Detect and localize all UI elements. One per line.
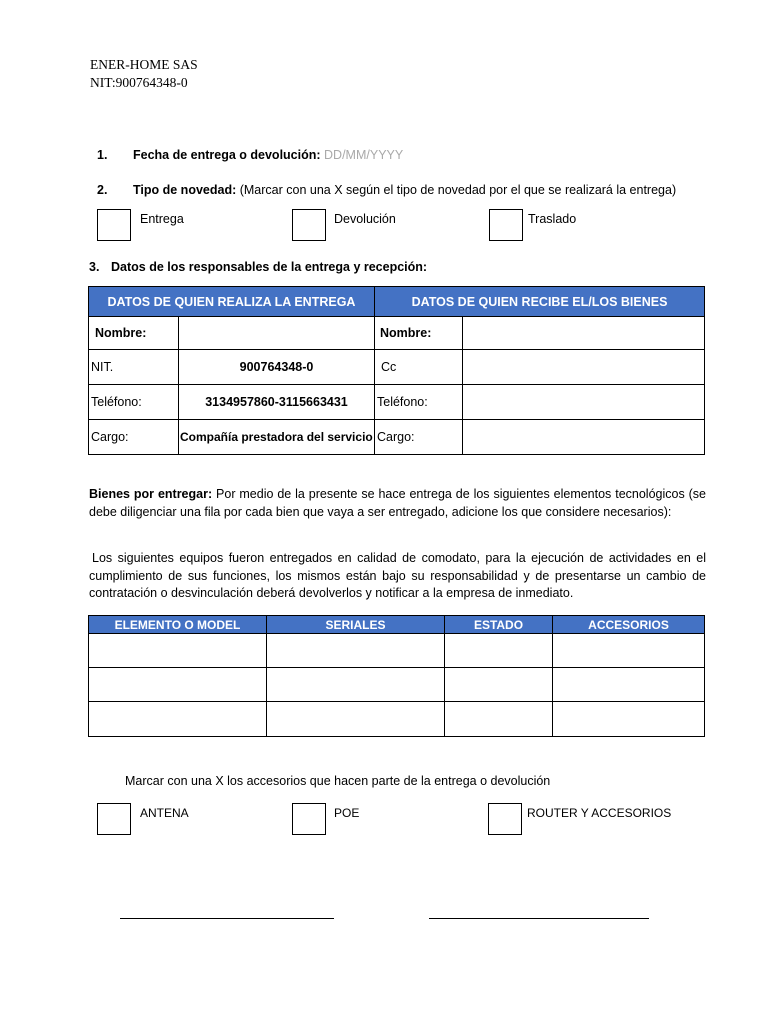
header-recibe: DATOS DE QUIEN RECIBE EL/LOS BIENES bbox=[375, 287, 705, 317]
header-accesorios: ACCESORIOS bbox=[553, 616, 705, 634]
header-entrega: DATOS DE QUIEN REALIZA LA ENTREGA bbox=[89, 287, 375, 317]
telefono-recibe-field[interactable] bbox=[463, 385, 705, 420]
nit-value: 900764348-0 bbox=[179, 350, 375, 385]
signature-line-entrega[interactable] bbox=[120, 918, 334, 919]
table-row bbox=[89, 385, 705, 420]
nombre-entrega-field[interactable] bbox=[179, 317, 375, 350]
option-router: ROUTER Y ACCESORIOS bbox=[527, 806, 672, 820]
bienes-paragraph bbox=[89, 486, 706, 521]
cargo-value: Compañía prestadora del servicio bbox=[179, 420, 375, 455]
checkbox-router[interactable] bbox=[488, 803, 522, 835]
company-nit: NIT:900764348-0 bbox=[90, 75, 188, 90]
checkbox-entrega[interactable] bbox=[97, 209, 131, 241]
checkbox-poe[interactable] bbox=[292, 803, 326, 835]
bienes-text: Por medio de la presente se hace entrega de los siguientes elementos tecnológicos (se debe diligenciar una fila por cada bien que vaya a ser entregado, adicione los que considere necesarios): bbox=[89, 487, 706, 519]
elemento-cell[interactable] bbox=[89, 634, 267, 668]
table-row bbox=[89, 634, 705, 668]
header-estado: ESTADO bbox=[445, 616, 553, 634]
cell-label: Teléfono: bbox=[375, 385, 463, 420]
telefono-value: 3134957860-3115663431 bbox=[179, 385, 375, 420]
responsables-table bbox=[88, 286, 705, 455]
table-row bbox=[89, 702, 705, 737]
table-row bbox=[89, 668, 705, 702]
cell-label: Cargo: bbox=[375, 420, 463, 455]
option-antena: ANTENA bbox=[140, 806, 189, 820]
cell-label: NIT. bbox=[89, 350, 179, 385]
item-2-note: (Marcar con una X según el tipo de novedad por el que se realizará la entrega) bbox=[239, 183, 677, 197]
header-elemento: ELEMENTO O MODEL bbox=[89, 616, 267, 634]
checkbox-traslado[interactable] bbox=[489, 209, 523, 241]
seriales-cell[interactable] bbox=[267, 702, 445, 737]
table-row bbox=[89, 350, 705, 385]
table-row bbox=[89, 420, 705, 455]
estado-cell[interactable] bbox=[445, 668, 553, 702]
cell-label: Nombre: bbox=[89, 317, 179, 350]
accesorios-cell[interactable] bbox=[553, 668, 705, 702]
seriales-cell[interactable] bbox=[267, 634, 445, 668]
option-poe: POE bbox=[334, 806, 360, 820]
cargo-recibe-field[interactable] bbox=[463, 420, 705, 455]
cc-recibe-field[interactable] bbox=[463, 350, 705, 385]
item-1-number: 1. bbox=[97, 148, 108, 162]
company-name: ENER-HOME SAS bbox=[90, 57, 198, 72]
seriales-cell[interactable] bbox=[267, 668, 445, 702]
accesorios-cell[interactable] bbox=[553, 634, 705, 668]
elementos-table bbox=[88, 615, 705, 737]
cell-label: Nombre: bbox=[375, 317, 463, 350]
elemento-cell[interactable] bbox=[89, 668, 267, 702]
option-traslado: Traslado bbox=[528, 212, 577, 226]
estado-cell[interactable] bbox=[445, 634, 553, 668]
elemento-cell[interactable] bbox=[89, 702, 267, 737]
option-devolucion: Devolución bbox=[334, 212, 396, 226]
cell-label: Cargo: bbox=[89, 420, 179, 455]
accesorios-cell[interactable] bbox=[553, 702, 705, 737]
company-header bbox=[90, 56, 198, 92]
signature-line-recibe[interactable] bbox=[429, 918, 649, 919]
table-row bbox=[89, 317, 705, 350]
date-field[interactable]: DD/MM/YYYY bbox=[324, 148, 404, 162]
nombre-recibe-field[interactable] bbox=[463, 317, 705, 350]
accesorios-instruction: Marcar con una X los accesorios que hacen parte de la entrega o devolución bbox=[125, 774, 551, 788]
cell-label: Cc bbox=[375, 350, 463, 385]
comodato-paragraph: Los siguientes equipos fueron entregados en calidad de comodato, para la ejecución de actividades en el cumplimiento de sus funciones, los mismos están bajo su responsabilidad y de presentarse un cambio de contratación o desvinculación deberá devolverlos y notificar a la empresa de inmediato. bbox=[89, 551, 706, 600]
header-seriales: SERIALES bbox=[267, 616, 445, 634]
estado-cell[interactable] bbox=[445, 702, 553, 737]
bienes-label: Bienes por entregar: bbox=[89, 487, 213, 501]
item-3-label: Datos de los responsables de la entrega y recepción: bbox=[111, 260, 428, 274]
item-2-label: Tipo de novedad: bbox=[133, 183, 237, 197]
checkbox-antena[interactable] bbox=[97, 803, 131, 835]
checkbox-devolucion[interactable] bbox=[292, 209, 326, 241]
option-entrega: Entrega bbox=[140, 212, 184, 226]
item-1-label: Fecha de entrega o devolución: bbox=[133, 148, 321, 162]
item-2-number: 2. bbox=[97, 183, 108, 197]
cell-label: Teléfono: bbox=[89, 385, 179, 420]
item-3-number: 3. bbox=[89, 260, 100, 274]
